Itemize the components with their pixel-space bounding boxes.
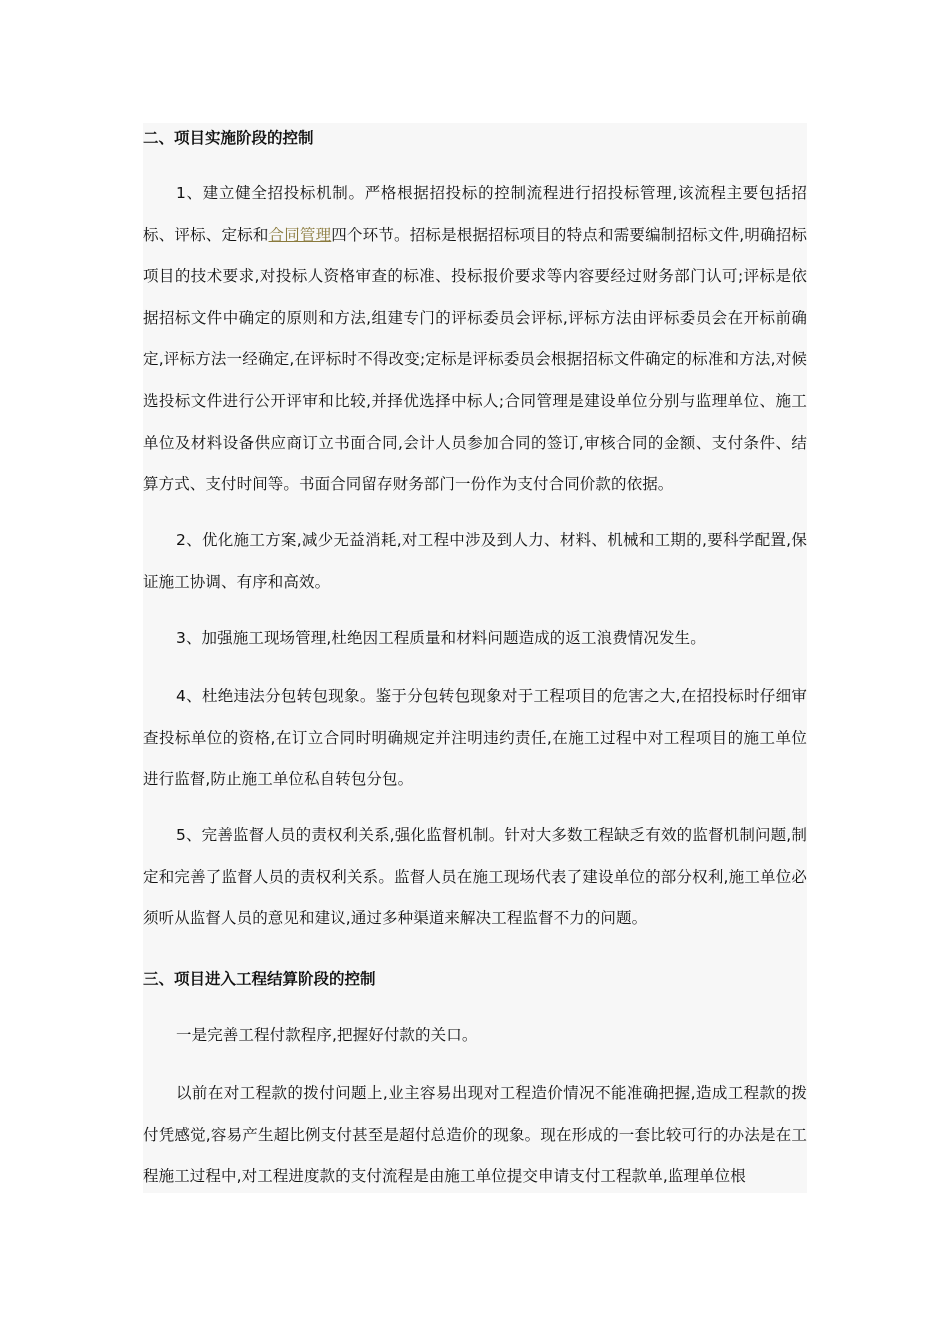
paragraph-payment-procedure: 一是完善工程付款程序,把握好付款的关口。 xyxy=(176,1026,478,1044)
contract-management-link[interactable]: 合同管理 xyxy=(268,225,332,244)
paragraph-subcontracting: 4、杜绝违法分包转包现象。鉴于分包转包现象对于工程项目的危害之大,在招投标时仔细审查投标单位的资格,在订立合同时明确规定并注明违约责任,在施工过程中对工程项目的施工单位进行监督,防止施工单位私自转包分包。 xyxy=(143,687,807,789)
paragraph-payment-history: 以前在对工程款的拨付问题上,业主容易出现对工程造价情况不能准确把握,造成工程款的拨付凭感觉,容易产生超比例支付甚至是超付总造价的现象。现在形成的一套比较可行的办法是在工程施工过程中,对工程进度款的支付流程是由施工单位提交申请支付工程款单,监理单位根 xyxy=(143,1084,807,1186)
section-heading-implementation: 二、项目实施阶段的控制 xyxy=(143,129,314,147)
section-heading-settlement: 三、项目进入工程结算阶段的控制 xyxy=(143,970,376,988)
paragraph-tendering-mechanism xyxy=(143,173,807,507)
paragraph-text: 1、建立健全招投标机制。严格根据招投标的控制流程进行招投标管理,该流程主要包括招标、评标、定标和 xyxy=(143,184,807,244)
paragraph-text: 四个环节。招标是根据招标项目的特点和需要编制招标文件,明确招标项目的技术要求,对投标人资格审查的标准、投标报价要求等内容要经过财务部门认可;评标是依据招标文件中确定的原则和方法,组建专门的评标委员会评标,评标方法由评标委员会在开标前确定,评标方法一经确定,在评标时不得改变;定标是评标委员会根据招标文件确定的标准和方法,对候选投标文件进行公开评审和比较,并择优选择中标人;合同管理是建设单位分别与监理单位、施工单位及材料设备供应商订立书面合同,会计人员参加合同的签订,审核合同的金额、支付条件、结算方式、支付时间等。书面合同留存财务部门一份作为支付合同价款的依据。 xyxy=(143,225,807,494)
paragraph-supervision: 5、完善监督人员的责权利关系,强化监督机制。针对大多数工程缺乏有效的监督机制问题,制定和完善了监督人员的责权利关系。监督人员在施工现场代表了建设单位的部分权利,施工单位必须听从监督人员的意见和建议,通过多种渠道来解决工程监督不力的问题。 xyxy=(143,826,807,928)
paragraph-site-management: 3、加强施工现场管理,杜绝因工程质量和材料问题造成的返工浪费情况发生。 xyxy=(176,629,706,647)
paragraph-construction-plan: 2、优化施工方案,减少无益消耗,对工程中涉及到人力、材料、机械和工期的,要科学配置,保证施工协调、有序和高效。 xyxy=(143,531,807,591)
